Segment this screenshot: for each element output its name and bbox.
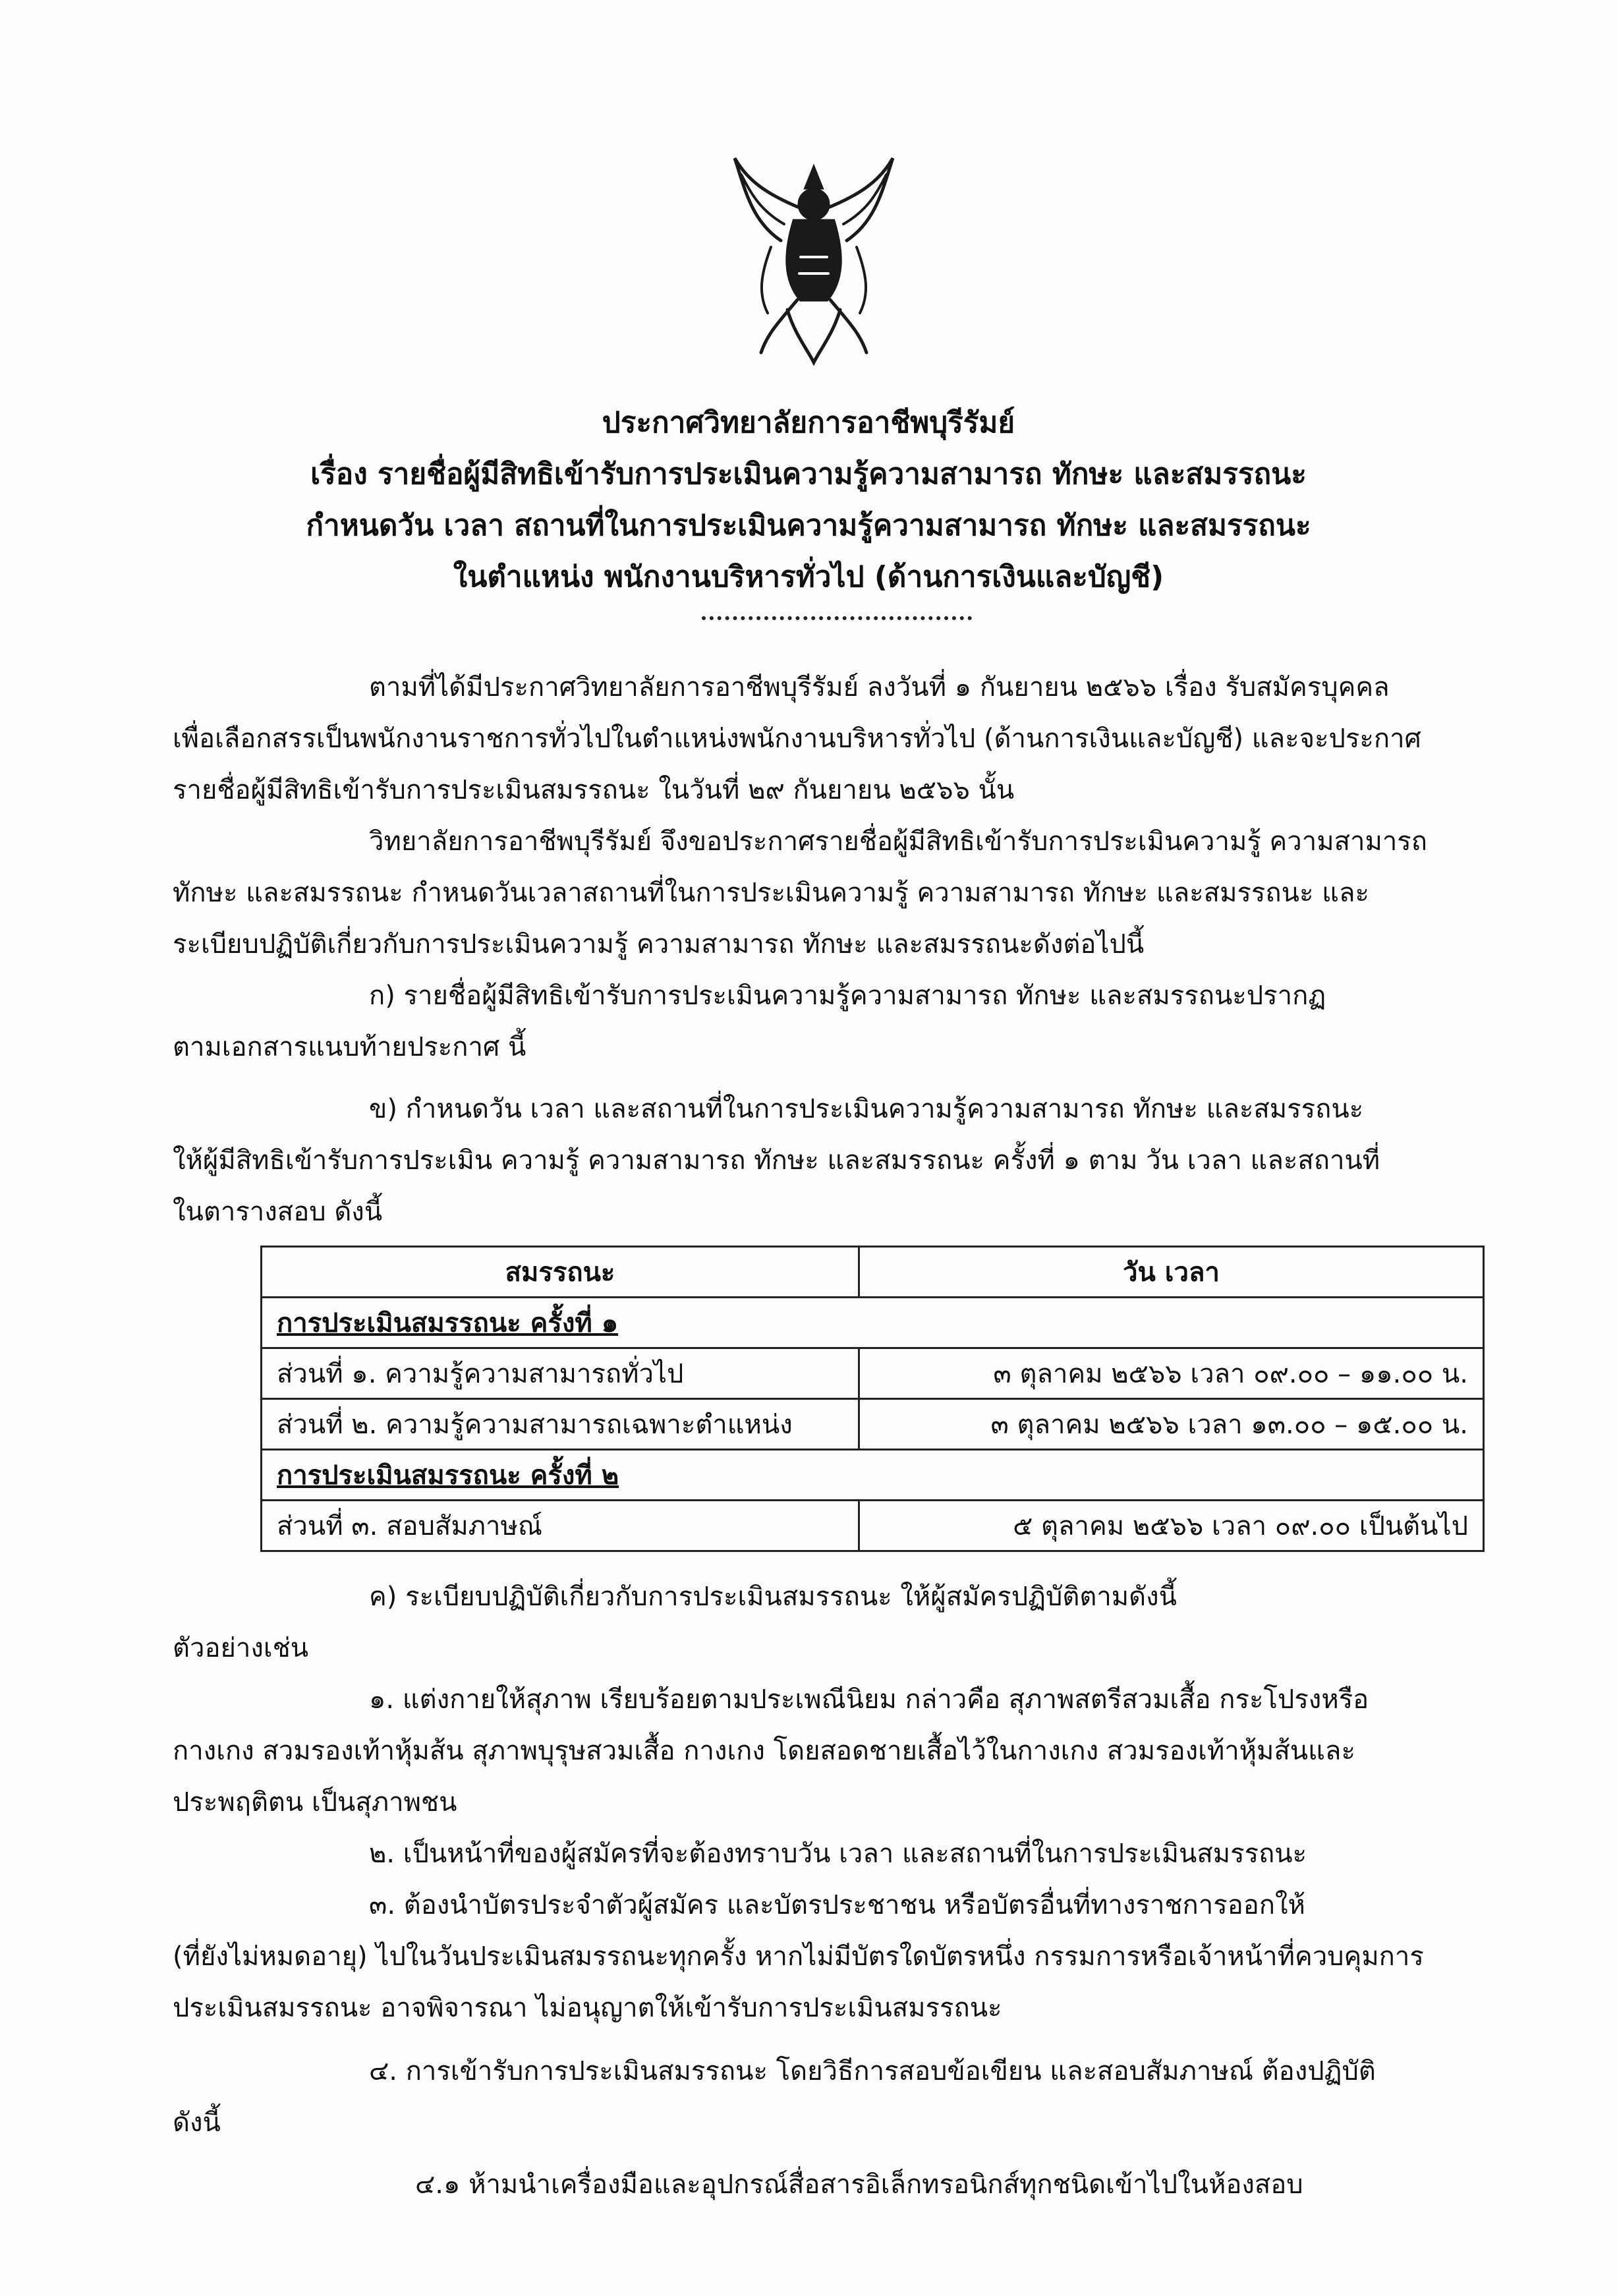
table-cell-time: ๕ ตุลาคม ๒๕๖๖ เวลา ๐๙.๐๐ เป็นต้นไป xyxy=(859,1501,1484,1551)
announcement-title: ประกาศวิทยาลัยการอาชีพบุรีรัมย์ xyxy=(602,406,1015,440)
dotted-separator xyxy=(702,616,972,620)
paragraph-line: ให้ผู้มีสิทธิเข้ารับการประเมิน ความรู้ ความสามารถ ทักษะ และสมรรถนะ ครั้งที่ ๑ ตาม วัน เวลา และสถานที่ xyxy=(173,1145,1380,1176)
table-row xyxy=(262,1348,1484,1399)
position-line: ในตำแหน่ง พนักงานบริหารทั่วไป (ด้านการเงินและบัญชี) xyxy=(453,560,1164,594)
paragraph-line: เพื่อเลือกสรรเป็นพนักงานราชการทั่วไปในตำแหน่งพนักงานบริหารทั่วไป (ด้านการเงินและบัญชี) และจะประกาศ xyxy=(173,724,1421,754)
paragraph-line: ในตารางสอบ ดังนี้ xyxy=(173,1197,383,1227)
paragraph-line: ๒. เป็นหน้าที่ของผู้สมัครที่จะต้องทราบวัน เวลา และสถานที่ในการประเมินสมรรถนะ xyxy=(369,1839,1307,1869)
paragraph-line: ๑. แต่งกายให้สุภาพ เรียบร้อยตามประเพณีนิยม กล่าวคือ สุภาพสตรีสวมเสื้อ กระโปรงหรือ xyxy=(369,1684,1369,1715)
paragraph-line: รายชื่อผู้มีสิทธิเข้ารับการประเมินสมรรถนะ ในวันที่ ๒๙ กันยายน ๒๕๖๖ นั้น xyxy=(173,775,1015,805)
table-cell-time: ๓ ตุลาคม ๒๕๖๖ เวลา ๐๙.๐๐ – ๑๑.๐๐ น. xyxy=(859,1348,1484,1399)
paragraph-line: ค) ระเบียบปฏิบัติเกี่ยวกับการประเมินสมรรถนะ ให้ผู้สมัครปฏิบัติตามดังนี้ xyxy=(369,1582,1177,1612)
paragraph-line: ประเมินสมรรถนะ อาจพิจารณา ไม่อนุญาตให้เข้ารับการประเมินสมรรถนะ xyxy=(173,1993,1002,2023)
table-group-label: การประเมินสมรรถนะ ครั้งที่ ๑ xyxy=(262,1298,1484,1348)
table-row xyxy=(262,1399,1484,1450)
schedule-line: กำหนดวัน เวลา สถานที่ในการประเมินความรู้ความสามารถ ทักษะ และสมรรถนะ xyxy=(306,509,1311,542)
paragraph-line: ทักษะ และสมรรถนะ กำหนดวันเวลาสถานที่ในการประเมินความรู้ ความสามารถ ทักษะ และสมรรถนะ และ xyxy=(173,878,1369,908)
subject-line: เรื่อง รายชื่อผู้มีสิทธิเข้ารับการประเมินความรู้ความสามารถ ทักษะ และสมรรถนะ xyxy=(310,457,1307,491)
paragraph-line: วิทยาลัยการอาชีพบุรีรัมย์ จึงขอประกาศรายชื่อผู้มีสิทธิเข้ารับการประเมินความรู้ ความสามารถ xyxy=(369,826,1427,857)
paragraph-line: ดังนี้ xyxy=(173,2108,221,2138)
exam-schedule-table xyxy=(260,1246,1485,1552)
table-cell-part: ส่วนที่ ๓. สอบสัมภาษณ์ xyxy=(262,1501,859,1551)
table-cell-time: ๓ ตุลาคม ๒๕๖๖ เวลา ๑๓.๐๐ – ๑๕.๐๐ น. xyxy=(859,1399,1484,1450)
table-header-datetime: วัน เวลา xyxy=(859,1247,1484,1298)
table-group-row xyxy=(262,1450,1484,1501)
garuda-emblem xyxy=(722,142,906,366)
table-group-label: การประเมินสมรรถนะ ครั้งที่ ๒ xyxy=(262,1450,1484,1501)
paragraph-line: กางเกง สวมรองเท้าหุ้มส้น สุภาพบุรุษสวมเสื้อ กางเกง โดยสอดชายเสื้อไว้ในกางเกง สวมรองเท้าหุ้มส้นและ xyxy=(173,1736,1355,1766)
paragraph-line: ประพฤติตน เป็นสุภาพชน xyxy=(173,1787,457,1818)
paragraph-line: ตามที่ได้มีประกาศวิทยาลัยการอาชีพบุรีรัมย์ ลงวันที่ ๑ กันยายน ๒๕๖๖ เรื่อง รับสมัครบุคคล xyxy=(369,672,1390,703)
table-cell-part: ส่วนที่ ๒. ความรู้ความสามารถเฉพาะตำแหน่ง xyxy=(262,1399,859,1450)
table-group-row xyxy=(262,1298,1484,1348)
paragraph-line: (ที่ยังไม่หมดอายุ) ไปในวันประเมินสมรรถนะทุกครั้ง หากไม่มีบัตรใดบัตรหนึ่ง กรรมการหรือเจ้าหน้าที่ควบคุมการ xyxy=(173,1941,1424,1972)
paragraph-line: ๓. ต้องนำบัตรประจำตัวผู้สมัคร และบัตรประชาชน หรือบัตรอื่นที่ทางราชการออกให้ xyxy=(369,1890,1305,1920)
table-cell-part: ส่วนที่ ๑. ความรู้ความสามารถทั่วไป xyxy=(262,1348,859,1399)
table-header-row xyxy=(262,1247,1484,1298)
paragraph-line: ตัวอย่างเช่น xyxy=(173,1633,309,1663)
paragraph-line: ก) รายชื่อผู้มีสิทธิเข้ารับการประเมินความรู้ความสามารถ ทักษะ และสมรรถนะปรากฏ xyxy=(369,981,1326,1011)
paragraph-line: ระเบียบปฏิบัติเกี่ยวกับการประเมินความรู้ ความสามารถ ทักษะ และสมรรถนะดังต่อไปนี้ xyxy=(173,929,1145,960)
paragraph-line: ตามเอกสารแนบท้ายประกาศ นี้ xyxy=(173,1032,526,1062)
table-row xyxy=(262,1501,1484,1551)
paragraph-line: ๔.๑ ห้ามนำเครื่องมือและอุปกรณ์สื่อสารอิเล็กทรอนิกส์ทุกชนิดเข้าไปในห้องสอบ xyxy=(415,2169,1303,2200)
table-header-competency: สมรรถนะ xyxy=(262,1247,859,1298)
paragraph-line: ข) กำหนดวัน เวลา และสถานที่ในการประเมินความรู้ความสามารถ ทักษะ และสมรรถนะ xyxy=(369,1094,1364,1124)
paragraph-line: ๔. การเข้ารับการประเมินสมรรถนะ โดยวิธีการสอบข้อเขียน และสอบสัมภาษณ์ ต้องปฏิบัติ xyxy=(369,2056,1376,2086)
